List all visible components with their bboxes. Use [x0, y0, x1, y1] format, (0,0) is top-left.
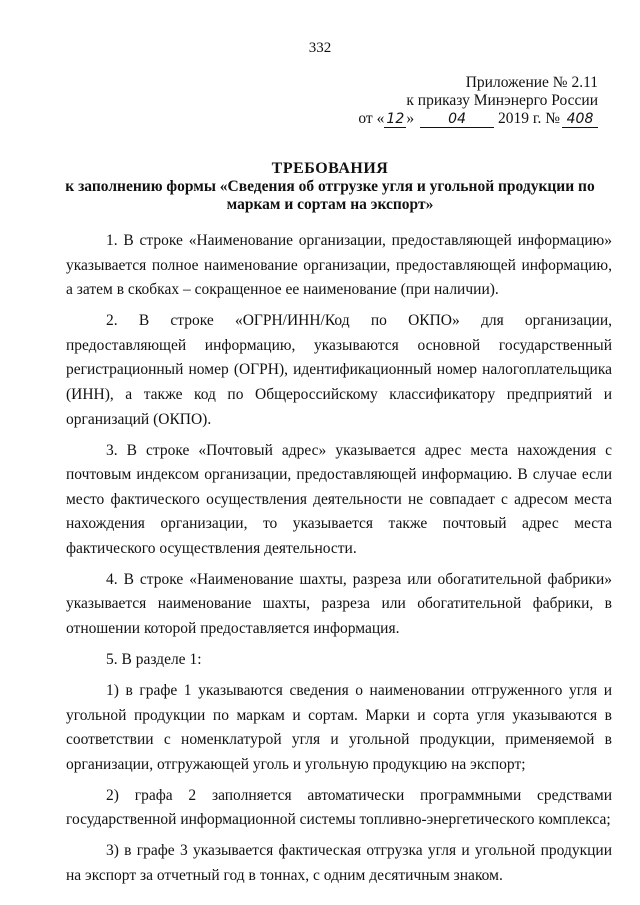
title-subheading: к заполнению формы «Сведения об отгрузке угля и угольной продукции по маркам и сортам на экспорт» — [65, 178, 595, 213]
date-year-text: 2019 г. № — [497, 110, 560, 127]
document-body — [66, 229, 612, 895]
handwritten-day: 12 — [384, 112, 406, 128]
document-title — [40, 160, 620, 214]
handwritten-month: 04 — [420, 112, 494, 128]
page-number: 332 — [308, 40, 332, 56]
paragraph-2: 2. В строке «ОГРН/ИНН/Код по ОКПО» для организации, предоставляющей информацию, указываются основной государственный регистрационный номер (ОГРН), идентификационный номер налогоплательщика (ИНН), а также код по Общероссийскому классификатору предприятий и организаций (ОКПО). — [66, 312, 612, 428]
paragraph-1: 1. В строке «Наименование организации, предоставляющей информацию» указывается полное наименование организации, предоставляющей информацию, а затем в скобках – сокращенное ее наименование (при наличии). — [66, 232, 612, 299]
paragraph-5: 5. В разделе 1: — [106, 651, 202, 669]
paragraph-5-1: 1) в графе 1 указываются сведения о наименовании отгруженного угля и угольной продукции по маркам и сортам. Марки и сорта угля указываются в соответствии с номенклатурой угля и угольной продукции, применяемой в организации, отгружающей уголь и угольную продукцию на экспорт; — [66, 682, 612, 773]
paragraph-4: 4. В строке «Наименование шахты, разреза или обогатительной фабрики» указывается наименование шахты, разреза или обогатительной фабрики, в отношении которой предоставляется информация. — [66, 570, 612, 638]
date-day-close: » — [406, 110, 415, 127]
paragraph-3: 3. В строке «Почтовый адрес» указывается адрес места нахождения с почтовым индексом организации, предоставляющей информацию. В случае если место фактического осуществления деятельности не совпадает с адресом места нахождения организации, то указывается также почтовый адрес места фактического осуществления деятельности. — [66, 441, 612, 557]
annex-date-line — [358, 110, 598, 128]
annex-order-ref: к приказу Минэнерго России — [406, 92, 598, 109]
paragraph-5-2: 2) графа 2 заполняется автоматически программными средствами государственной информационной системы топливно-энергетического комплекса; — [66, 786, 612, 829]
title-heading: ТРЕБОВАНИЯ — [271, 160, 389, 177]
date-prefix: от « — [358, 110, 385, 127]
annex-header — [358, 74, 598, 128]
paragraph-5-3: 3) в графе 3 указывается фактическая отгрузка угля и угольной продукции на экспорт за отчетный год в тоннах, с одним десятичным знаком. — [66, 842, 612, 884]
annex-title: Приложение № 2.11 — [465, 74, 598, 91]
handwritten-order-number: 408 — [562, 112, 598, 128]
